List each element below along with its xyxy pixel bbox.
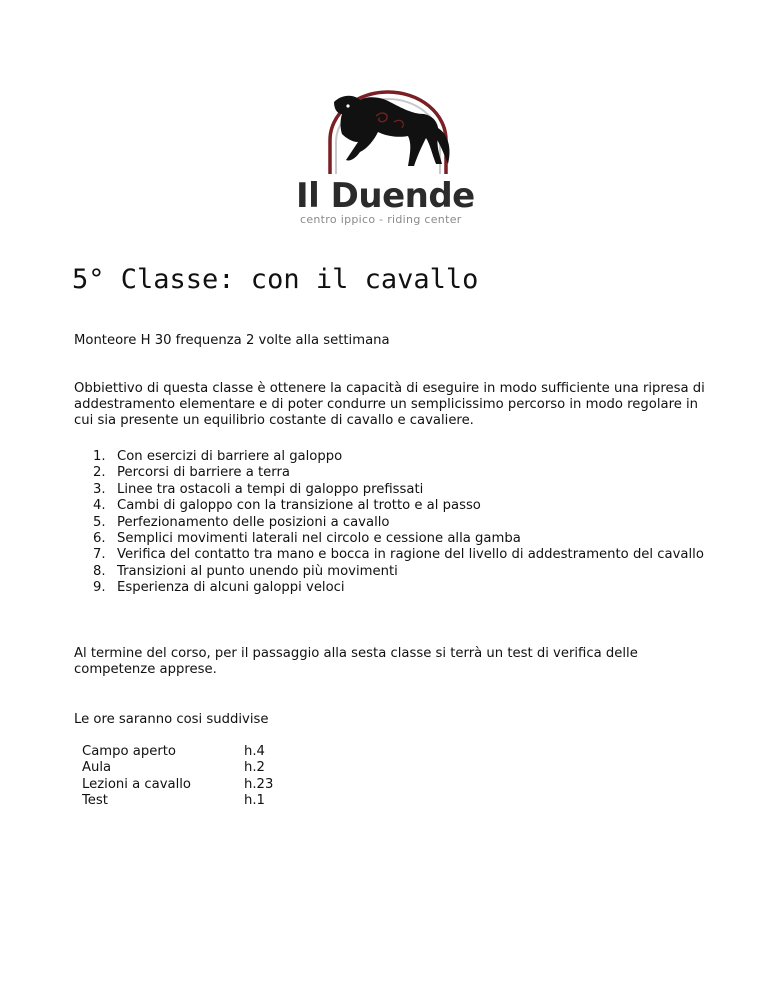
list-item-text: Semplici movimenti laterali nel circolo e cessione alla gamba <box>117 531 521 547</box>
list-item <box>74 515 714 531</box>
list-item-text: Transizioni al punto unendo più movimenti <box>117 563 398 579</box>
hours-label: Aula <box>82 760 112 776</box>
list-item-text: Percorsi di barriere a terra <box>117 465 290 481</box>
list-item-number: 5. <box>93 514 106 530</box>
list-item-number: 1. <box>93 449 106 464</box>
list-item-text: Cambi di galoppo con la transizione al trotto e al passo <box>117 498 481 514</box>
list-item-text: Esperienza di alcuni galoppi veloci <box>117 580 345 596</box>
hours-value: h.2 <box>244 760 265 776</box>
horse-logo-icon <box>290 88 480 178</box>
hours-table <box>82 744 273 810</box>
hours-label: Test <box>82 793 108 809</box>
hours-row <box>82 744 273 760</box>
objective-paragraph: Obbiettivo di questa classe è ottenere la capacità di eseguire in modo sufficiente una ripresa di addestramento elementare e di poter condurre un semplicissimo percorso in modo regolare in cui sia presente un equilibrio costante di cavallo e cavaliere. <box>74 381 705 428</box>
logo-name: Il Duende <box>296 176 475 216</box>
list-item <box>74 564 714 580</box>
hours-label: Lezioni a cavallo <box>82 776 191 792</box>
list-item <box>74 465 714 481</box>
list-item-number: 8. <box>93 563 106 579</box>
list-item-text: Verifica del contatto tra mano e bocca in ragione del livello di addestramento del cavallo <box>117 547 704 563</box>
list-item-number: 9. <box>93 580 106 596</box>
hours-row <box>82 760 273 776</box>
conclusion-paragraph: Al termine del corso, per il passaggio alla sesta classe si terrà un test di verifica delle competenze apprese. <box>74 646 638 677</box>
list-item-text: Con esercizi di barriere al galoppo <box>117 449 343 464</box>
list-item <box>74 482 714 498</box>
hours-value: h.1 <box>244 793 265 809</box>
list-item <box>74 498 714 514</box>
hours-value: h.4 <box>244 744 265 759</box>
list-item-text: Perfezionamento delle posizioni a cavallo <box>117 514 390 530</box>
list-item-number: 7. <box>93 547 106 563</box>
list-item-number: 2. <box>93 465 106 481</box>
course-hours-frequency: Monteore H 30 frequenza 2 volte alla settimana <box>74 333 390 348</box>
hours-label: Campo aperto <box>82 744 176 759</box>
list-item <box>74 547 714 563</box>
list-item-number: 6. <box>93 531 106 547</box>
logo-tagline: centro ippico - riding center <box>300 213 462 226</box>
list-item-number: 4. <box>93 498 106 514</box>
list-item <box>74 580 714 596</box>
page-title: 5° Classe: con il cavallo <box>72 264 479 295</box>
list-item <box>74 449 714 465</box>
hours-intro: Le ore saranno cosi suddivise <box>74 712 269 727</box>
topics-list <box>74 449 714 597</box>
list-item-text: Linee tra ostacoli a tempi di galoppo prefissati <box>117 481 424 497</box>
list-item <box>74 531 714 547</box>
hours-value: h.23 <box>244 776 274 792</box>
hours-row <box>82 777 273 793</box>
hours-row <box>82 793 273 809</box>
list-item-number: 3. <box>93 481 106 497</box>
